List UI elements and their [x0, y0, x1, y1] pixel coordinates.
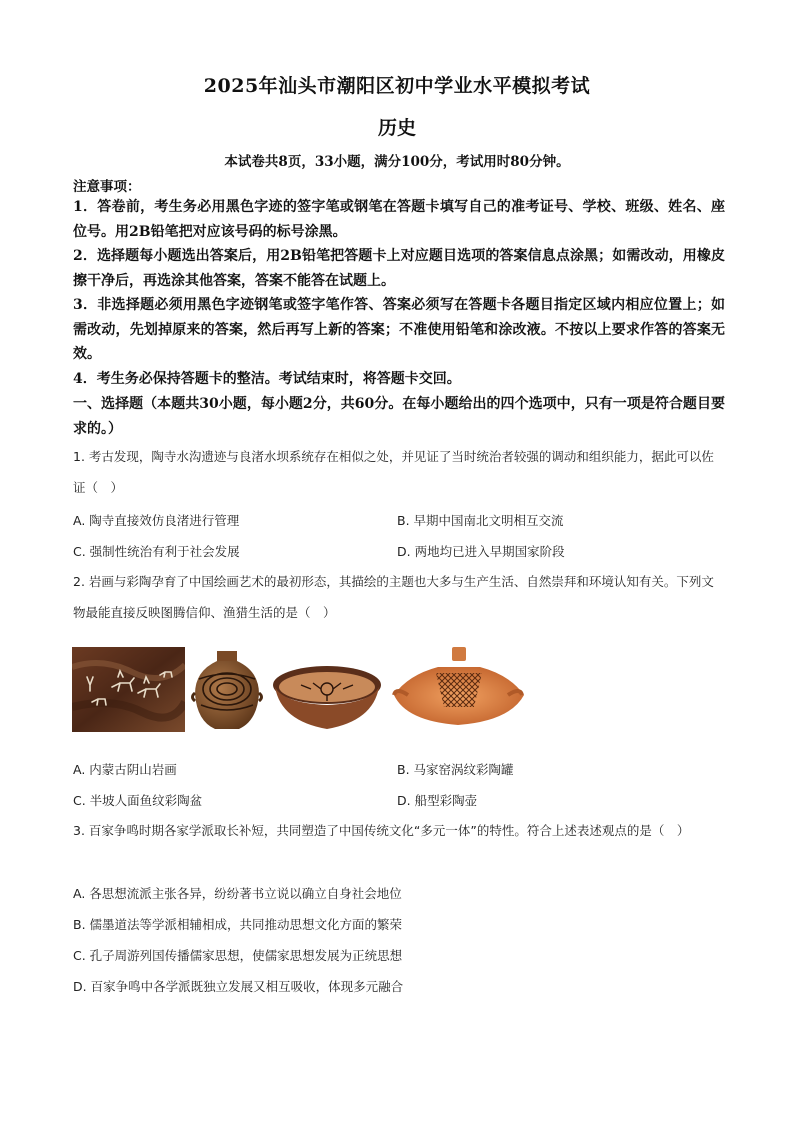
boat-pot-image — [388, 645, 528, 735]
question-3-option-a[interactable]: A. 各思想流派主张各异，纷纷著书立说以确立自身社会地位 — [73, 886, 402, 901]
notice-heading: 注意事项： — [73, 179, 141, 195]
notice-item-4: 4．考生务必保持答题卡的整洁。考试结束时，将答题卡交回。 — [73, 371, 461, 387]
question-2-stem: 2. 岩画与彩陶孕育了中国绘画艺术的最初形态，其描绘的主题也大多与生产生活、自然崇拜和环境认知有关。下列文物最能直接反映图腾信仰、渔猎生活的是（ ） — [73, 574, 714, 620]
question-1-option-d[interactable]: D. 两地均已进入早期国家阶段 — [397, 544, 565, 559]
notice-item-3: 3．非选择题必须用黑色字迹钢笔或签字笔作答、答案必须写在答题卡各题目指定区域内相应位置上；如需改动，先划掉原来的答案，然后再写上新的答案；不准使用铅笔和涂改液。不按以上要求作答的答案无效。 — [73, 297, 725, 362]
question-3-option-b[interactable]: B. 儒墨道法等学派相辅相成，共同推动思想文化方面的繁荣 — [73, 917, 403, 932]
banpo-basin-image — [271, 663, 383, 733]
question-3-option-c[interactable]: C. 孔子周游列国传播儒家思想，使儒家思想发展为正统思想 — [73, 948, 403, 963]
majiayao-jar-image — [189, 649, 265, 733]
notice-item-2: 2．选择题每小题选出答案后，用2B铅笔把答题卡上对应题目选项的答案信息点涂黑；如需改动，用橡皮擦干净后，再选涂其他答案，答案不能答在试题上。 — [73, 248, 725, 289]
question-2-option-b[interactable]: B. 马家窑涡纹彩陶罐 — [397, 762, 514, 777]
question-1-stem: 1. 考古发现，陶寺水沟遗迹与良渚水坝系统存在相似之处，并见证了当时统治者较强的调动和组织能力，据此可以佐证（ ） — [73, 449, 714, 495]
exam-info: 本试卷共8页，33小题，满分100分，考试用时80分钟。 — [224, 154, 570, 170]
question-1-option-c[interactable]: C. 强制性统治有利于社会发展 — [73, 544, 240, 559]
subject-title: 历史 — [377, 117, 416, 139]
question-3-option-d[interactable]: D. 百家争鸣中各学派既独立发展又相互吸收，体现多元融合 — [73, 979, 404, 994]
notice-item-1: 1．答卷前，考生务必用黑色字迹的签字笔或钢笔在答题卡填写自己的准考证号、学校、班级、姓名、座位号。用2B铅笔把对应该号码的标号涂黑。 — [73, 199, 725, 240]
section-heading: 一、选择题（本题共30小题，每小题2分，共60分。在每小题给出的四个选项中，只有一项是符合题目要求的。） — [73, 396, 725, 437]
rock-painting-image — [72, 647, 185, 732]
question-2-option-d[interactable]: D. 船型彩陶壶 — [397, 793, 478, 808]
question-1-option-b[interactable]: B. 早期中国南北文明相互交流 — [397, 513, 564, 528]
question-1-option-a[interactable]: A. 陶寺直接效仿良渚进行管理 — [73, 513, 240, 528]
question-2-option-c[interactable]: C. 半坡人面鱼纹彩陶盆 — [73, 793, 203, 808]
question-2-option-a[interactable]: A. 内蒙古阴山岩画 — [73, 762, 177, 777]
question-3-stem: 3. 百家争鸣时期各家学派取长补短，共同塑造了中国传统文化“多元一体”的特性。符合上述表述观点的是（ ） — [73, 823, 690, 838]
exam-title: 2025年汕头市潮阳区初中学业水平模拟考试 — [203, 75, 591, 97]
